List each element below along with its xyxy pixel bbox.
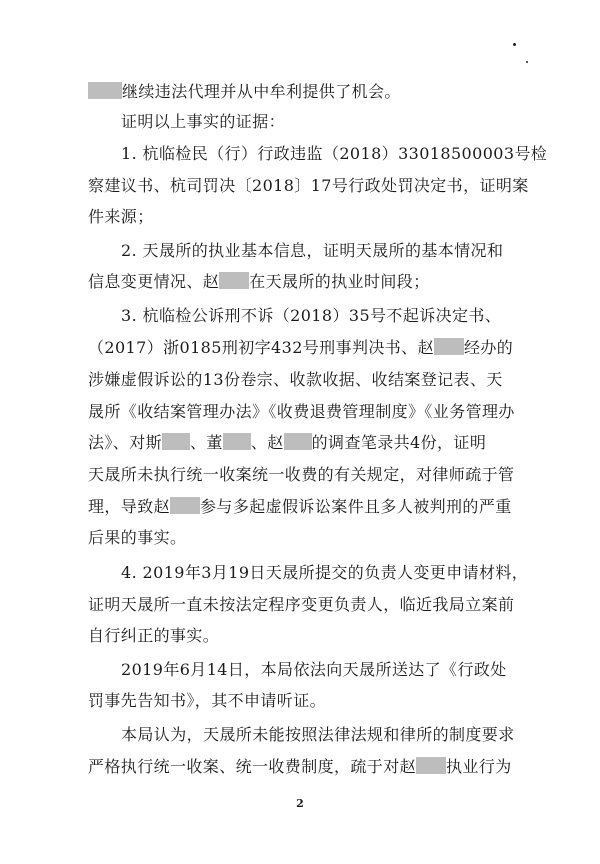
text-line: 罚事先告知书》，其不申请听证。 bbox=[88, 691, 327, 710]
text-line: 后果的事实。 bbox=[88, 528, 187, 547]
text-line: 自行纠正的事实。 bbox=[88, 626, 220, 645]
text-line: 继续违法代理并从中牟利提供了机会。 bbox=[88, 81, 401, 103]
page-number: 2 bbox=[296, 797, 304, 810]
text-line: 证明天晟所一直未按法定程序变更负责人，临近我局立案前 bbox=[88, 595, 515, 614]
scan-speck bbox=[513, 43, 516, 46]
redaction-block bbox=[88, 82, 122, 99]
text-line: 涉嫌虚假诉讼的13份卷宗、收款收据、收结案登记表、天 bbox=[88, 370, 503, 389]
text-line: 4. 2019年3月19日天晟所提交的负责人变更申请材料， bbox=[121, 563, 529, 582]
text-line: 证明以上事实的证据： bbox=[121, 112, 286, 131]
text-line: 2. 天晟所的执业基本信息，证明天晟所的基本情况和 bbox=[121, 241, 504, 260]
text-line: 信息变更情况、赵 在天晟所的执业时间段； bbox=[88, 272, 430, 291]
text-line: （2017）浙0185刑初字432号刑事判决书、赵 经办的 bbox=[88, 338, 514, 357]
redaction-block bbox=[162, 433, 190, 450]
text-line: 察建议书、杭司罚决〔2018〕17号行政处罚决定书，证明案 bbox=[88, 176, 529, 195]
scan-speck bbox=[526, 61, 528, 63]
text-line: 本局认为，天晟所未能按照法律法规和律所的制度要求 bbox=[121, 725, 515, 744]
text-line: 法》、对斯 、董 、赵 的调查笔录共4份，证明 bbox=[88, 433, 487, 452]
redaction-block bbox=[170, 497, 200, 514]
redaction-block bbox=[434, 338, 464, 355]
text-line: 2019年6月14日，本局依法向天晟所送达了《行政处 bbox=[121, 660, 507, 679]
text-line: 件来源； bbox=[88, 207, 154, 226]
redaction-block bbox=[223, 433, 251, 450]
redaction-block bbox=[284, 433, 312, 450]
redaction-block bbox=[219, 272, 249, 289]
text-line: 理，导致赵 参与多起虚假诉讼案件且多人被判刑的严重 bbox=[88, 497, 512, 516]
text-line: 严格执行统一收案、统一收费制度，疏于对赵 执业行为 bbox=[88, 757, 512, 776]
redaction-block bbox=[416, 757, 446, 774]
text-line: 晟所《收结案管理办法》《收费退费管理制度》《业务管理办 bbox=[88, 402, 515, 421]
text-line: 1. 杭临检民（行）行政违监（2018）33018500003号检 bbox=[121, 144, 548, 163]
text-line: 天晟所未执行统一收案统一收费的有关规定，对律师疏于管 bbox=[88, 465, 515, 484]
text-line: 3. 杭临检公诉刑不诉（2018）35号不起诉决定书、 bbox=[121, 306, 502, 325]
